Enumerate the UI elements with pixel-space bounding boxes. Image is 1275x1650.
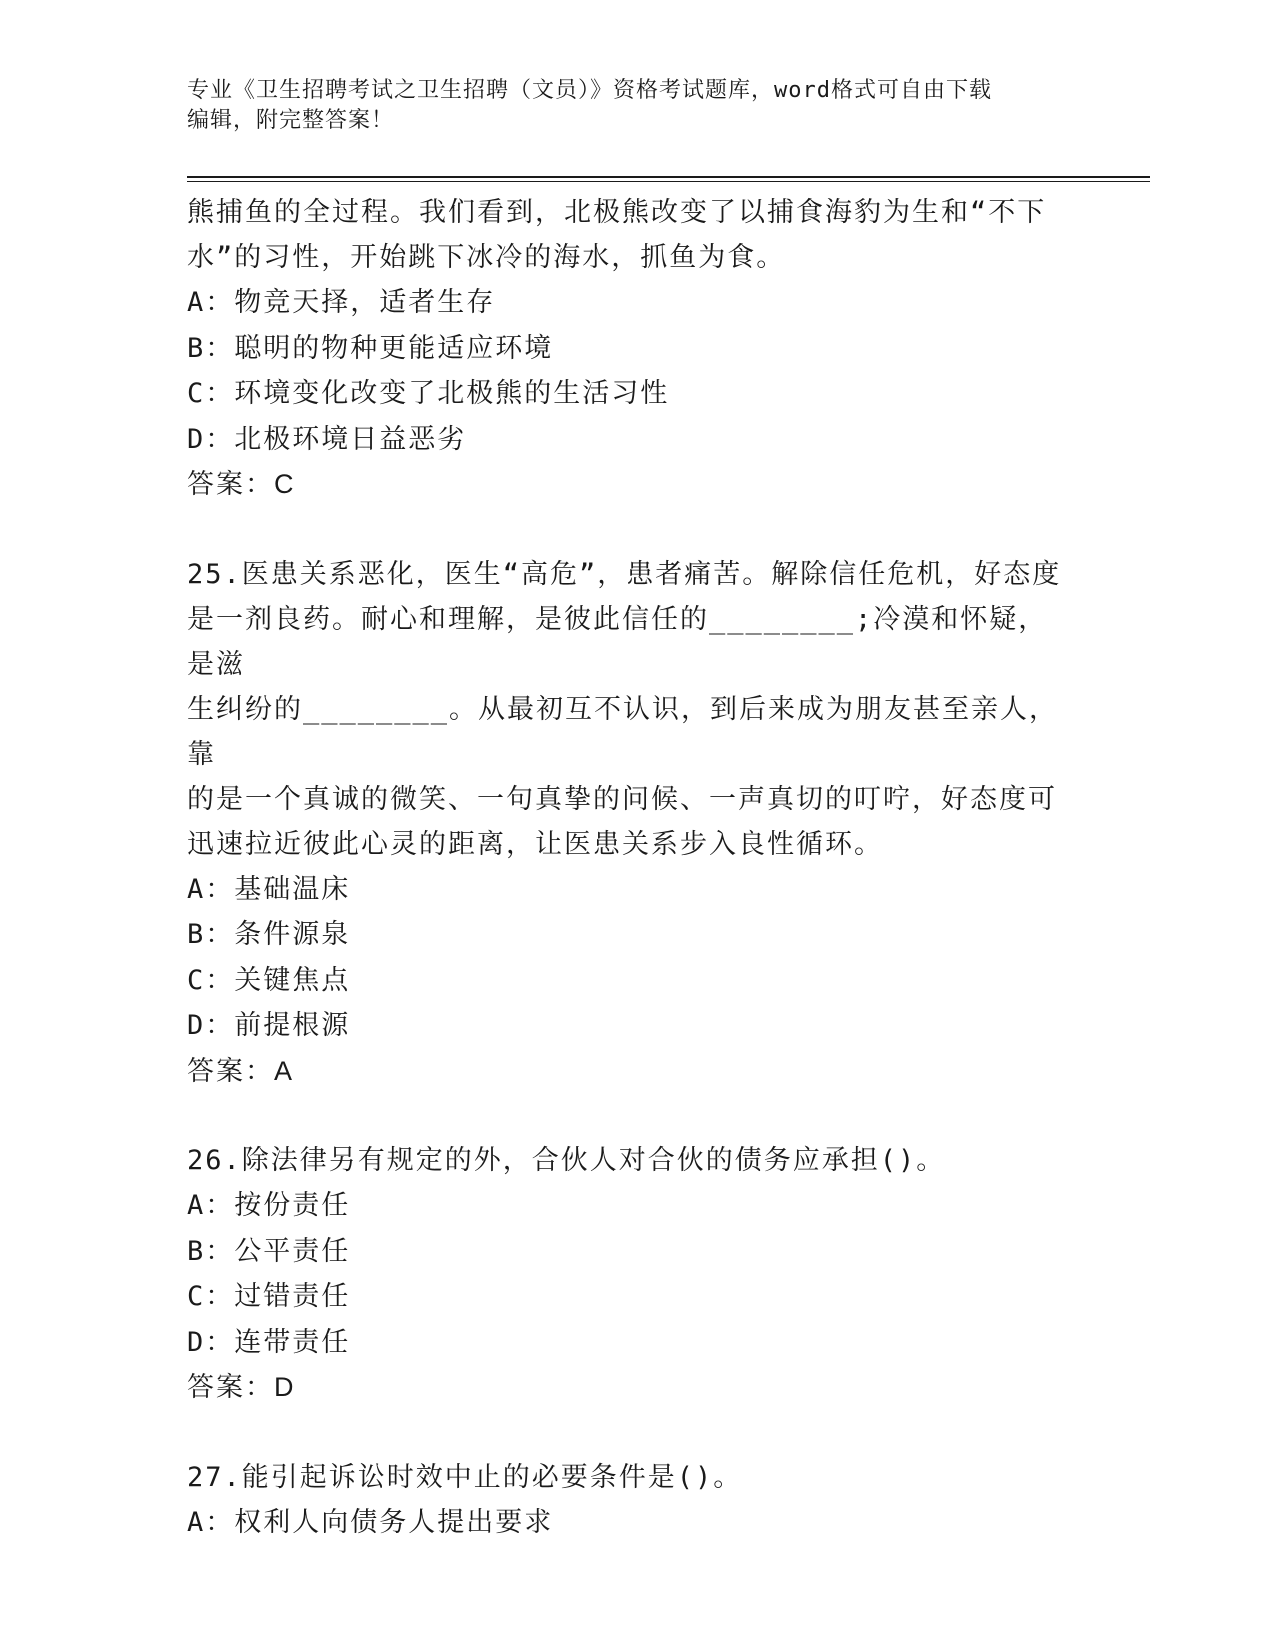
answer-line: 答案：D [187,1372,296,1402]
option-a: A：基础温床 [187,873,351,905]
question-text-line: 迅速拉近彼此心灵的距离，让医患关系步入良性循环。 [187,828,883,860]
question-26 [187,1138,1067,1411]
question-text-line: 生纠纷的________。从最初互不认识，到后来成为朋友甚至亲人，靠 [187,693,1059,770]
question-stem: 26.除法律另有规定的外，合伙人对合伙的债务应承担()。 [187,1145,946,1176]
spacer [187,1094,1067,1138]
option-a: A：物竞天择，适者生存 [187,287,496,318]
question-24-continuation [187,190,1067,508]
spacer [187,508,1067,552]
question-stem: 27.能引起诉讼时效中止的必要条件是()。 [187,1461,743,1493]
spacer [187,1411,1067,1455]
option-b: B：公平责任 [187,1235,351,1267]
document-header [187,76,1067,136]
question-27 [187,1455,1067,1546]
header-rule-thin [187,181,1150,182]
option-a: A：按份责任 [187,1190,351,1221]
answer-line: 答案：C [187,469,296,499]
option-d: D：连带责任 [187,1326,351,1358]
option-c: C：过错责任 [187,1281,351,1312]
option-d: D：前提根源 [187,1010,351,1041]
option-c: C：关键焦点 [187,964,351,996]
option-c: C：环境变化改变了北极熊的生活习性 [187,378,670,409]
question-25 [187,552,1067,1095]
question-text-line: 25.医患关系恶化，医生“高危”，患者痛苦。解除信任危机，好态度 [187,558,1062,590]
question-text-line: 水”的习性，开始跳下冰冷的海水，抓鱼为食。 [187,242,786,273]
document-content [187,190,1067,1545]
header-line-1: 专业《卫生招聘考试之卫生招聘（文员）》资格考试题库，word格式可自由下载 [187,78,992,103]
question-text-line: 的是一个真诚的微笑、一句真挚的问候、一声真切的叮咛，好态度可 [187,783,1057,815]
option-d: D：北极环境日益恶劣 [187,423,467,455]
option-b: B：聪明的物种更能适应环境 [187,332,554,364]
question-text-line: 熊捕鱼的全过程。我们看到，北极熊改变了以捕食海豹为生和“不下 [187,197,1047,228]
option-a: A：权利人向债务人提出要求 [187,1506,554,1538]
question-text-line: 是一剂良药。耐心和理解，是彼此信任的________;冷漠和怀疑，是滋 [187,603,1048,680]
header-rule-thick [187,176,1150,178]
header-line-2: 编辑，附完整答案！ [187,108,395,133]
answer-line: 答案：A [187,1055,295,1086]
option-b: B：条件源泉 [187,919,351,950]
